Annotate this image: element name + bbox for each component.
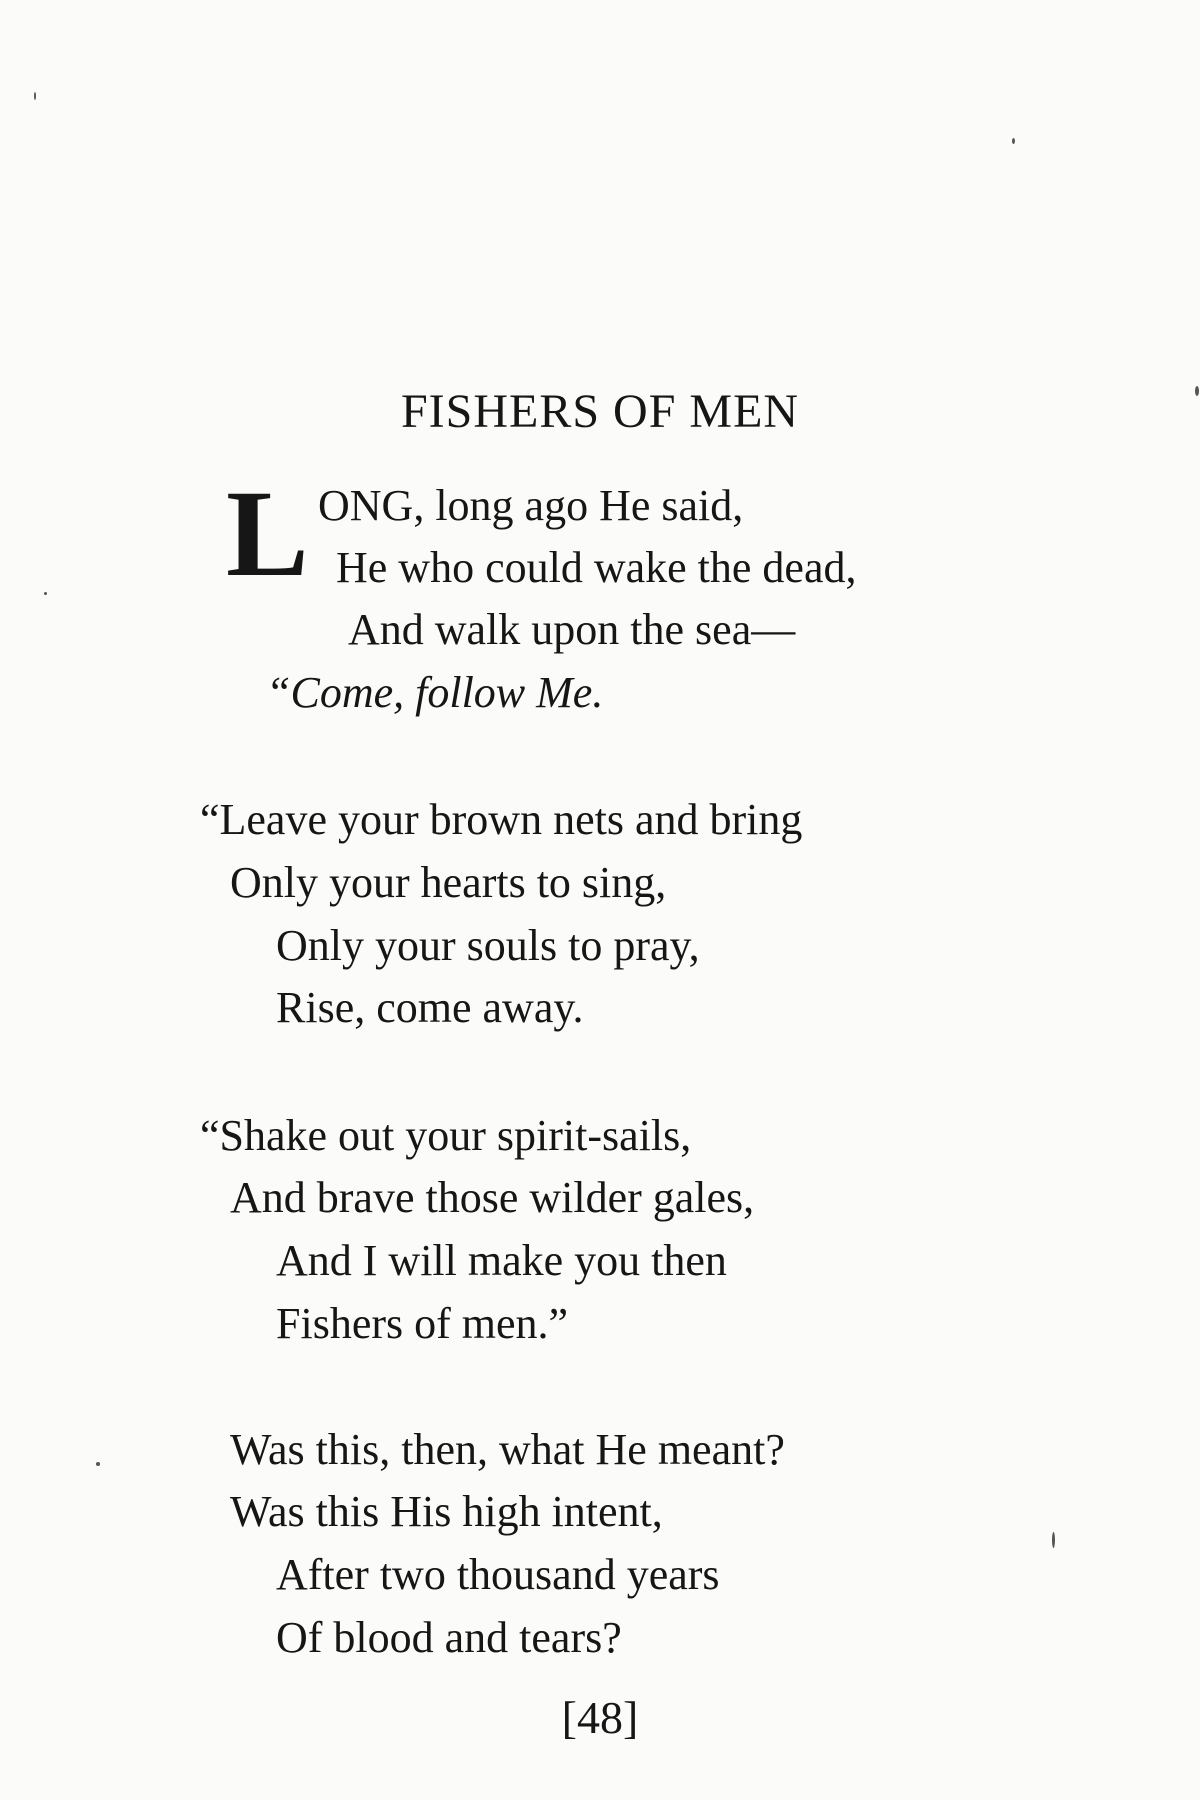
- stanza-4-line-1: Was this, then, what He meant?: [230, 1425, 785, 1474]
- page-number: [48]: [561, 1692, 639, 1743]
- scan-speck: [1012, 138, 1015, 144]
- stanza-4-line-3: After two thousand years: [276, 1550, 720, 1599]
- scan-speck: [34, 92, 36, 100]
- scan-speck: [96, 1462, 100, 1466]
- stanza-3-line-1: “Shake out your spirit-sails,: [200, 1111, 692, 1160]
- stanza-2-line-4: Rise, come away.: [276, 983, 584, 1032]
- stanza-2-line-1: “Leave your brown nets and bring: [200, 795, 803, 844]
- stanza-3-line-2: And brave those wilder gales,: [230, 1173, 755, 1222]
- stanza-3-line-4: Fishers of men.”: [276, 1299, 569, 1348]
- scan-speck: [44, 592, 47, 595]
- stanza-2-line-3: Only your souls to pray,: [276, 921, 700, 970]
- stanza-2-line-2: Only your hearts to sing,: [230, 858, 667, 907]
- stanza-4-line-2: Was this His high intent,: [230, 1487, 663, 1536]
- scan-speck: [1195, 386, 1199, 396]
- stanza-4-line-4: Of blood and tears?: [276, 1613, 622, 1662]
- stanza-1-line-1: ONG, long ago He said,: [318, 481, 744, 530]
- scan-speck: [1052, 1532, 1055, 1548]
- stanza-1-line-2: He who could wake the dead,: [336, 543, 857, 592]
- stanza-3-line-3: And I will make you then: [276, 1236, 727, 1285]
- poem-title: FISHERS OF MEN: [400, 385, 800, 438]
- drop-cap: L: [226, 465, 309, 602]
- stanza-1-line-3: And walk upon the sea—: [348, 605, 796, 654]
- stanza-1-line-4: “Come, follow Me.: [266, 668, 604, 717]
